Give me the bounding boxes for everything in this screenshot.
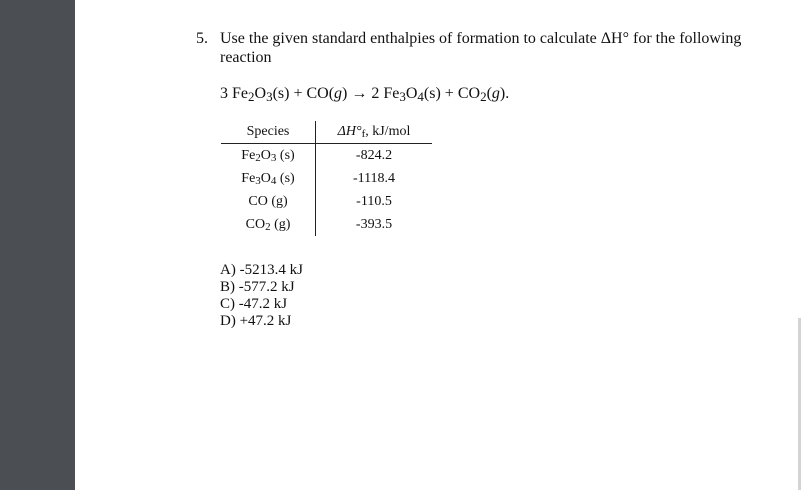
table-row: [221, 213, 432, 236]
species-part: O: [260, 147, 271, 163]
table-header-row: [221, 121, 432, 144]
reaction-state: g: [334, 85, 343, 102]
species-cell: [221, 213, 316, 236]
answer-choice: D) +47.2 kJ: [220, 313, 292, 329]
species-part: (s): [276, 170, 295, 186]
reaction-subscript: 4: [417, 89, 424, 104]
reaction-part: ) → 2 Fe: [342, 85, 400, 102]
species-cell: [221, 190, 316, 213]
table-row: [221, 190, 432, 213]
species-part: (g): [270, 216, 291, 232]
question-text: Use the given standard enthalpies of formation to calculate ΔH° for the following reaction: [220, 30, 742, 66]
species-cell: [221, 167, 316, 190]
reaction-part: ).: [499, 85, 510, 102]
reaction-subscript: 2: [248, 89, 255, 104]
species-part: (g): [267, 193, 288, 209]
species-part: (s): [276, 147, 295, 163]
header-enthalpy-unit: , kJ/mol: [365, 124, 411, 139]
species-part: CO: [245, 216, 266, 232]
reaction-part: (: [486, 85, 492, 102]
enthalpy-value: -1118.4: [352, 170, 396, 186]
answer-choice: A) -5213.4 kJ: [220, 262, 303, 278]
answer-choice: B) -577.2 kJ: [220, 279, 295, 295]
enthalpy-value: -824.2: [355, 147, 393, 163]
reaction-equation: [220, 85, 509, 103]
table-row: [221, 167, 432, 190]
reaction-part: (s) + CO(: [272, 85, 335, 102]
species-subscript: 2: [255, 151, 261, 164]
header-enthalpy-sub: f: [361, 128, 366, 140]
answer-choices: [220, 262, 303, 330]
reaction-subscript: 2: [480, 89, 487, 104]
reaction-part: O: [254, 85, 267, 102]
answer-choice: C) -47.2 kJ: [220, 296, 288, 312]
header-enthalpy: [316, 121, 433, 144]
species-subscript: 3: [255, 174, 261, 187]
species-part: Fe: [241, 147, 256, 163]
species-part: Fe: [241, 170, 256, 186]
reaction-subscript: 3: [266, 89, 273, 104]
reaction-subscript: 3: [399, 89, 406, 104]
enthalpy-value: -393.5: [355, 216, 393, 232]
reaction-part: O: [405, 85, 418, 102]
species-part: CO: [248, 193, 268, 209]
reaction-part: (s) + CO: [423, 85, 481, 102]
viewer-sidebar: [0, 0, 75, 490]
species-part: O: [260, 170, 271, 186]
species-cell: [221, 144, 316, 168]
species-subscript: 4: [270, 174, 277, 187]
enthalpy-value: -110.5: [356, 193, 392, 209]
header-enthalpy-symbol: ΔH°: [337, 124, 362, 139]
enthalpy-table: [221, 121, 432, 236]
reaction-part: 3 Fe: [220, 85, 248, 102]
species-subscript: 2: [265, 220, 271, 233]
question-number: 5.: [196, 30, 208, 47]
table-row: [221, 144, 432, 168]
header-species: Species: [221, 121, 316, 144]
reaction-state: g: [491, 85, 500, 102]
species-subscript: 3: [270, 151, 277, 164]
